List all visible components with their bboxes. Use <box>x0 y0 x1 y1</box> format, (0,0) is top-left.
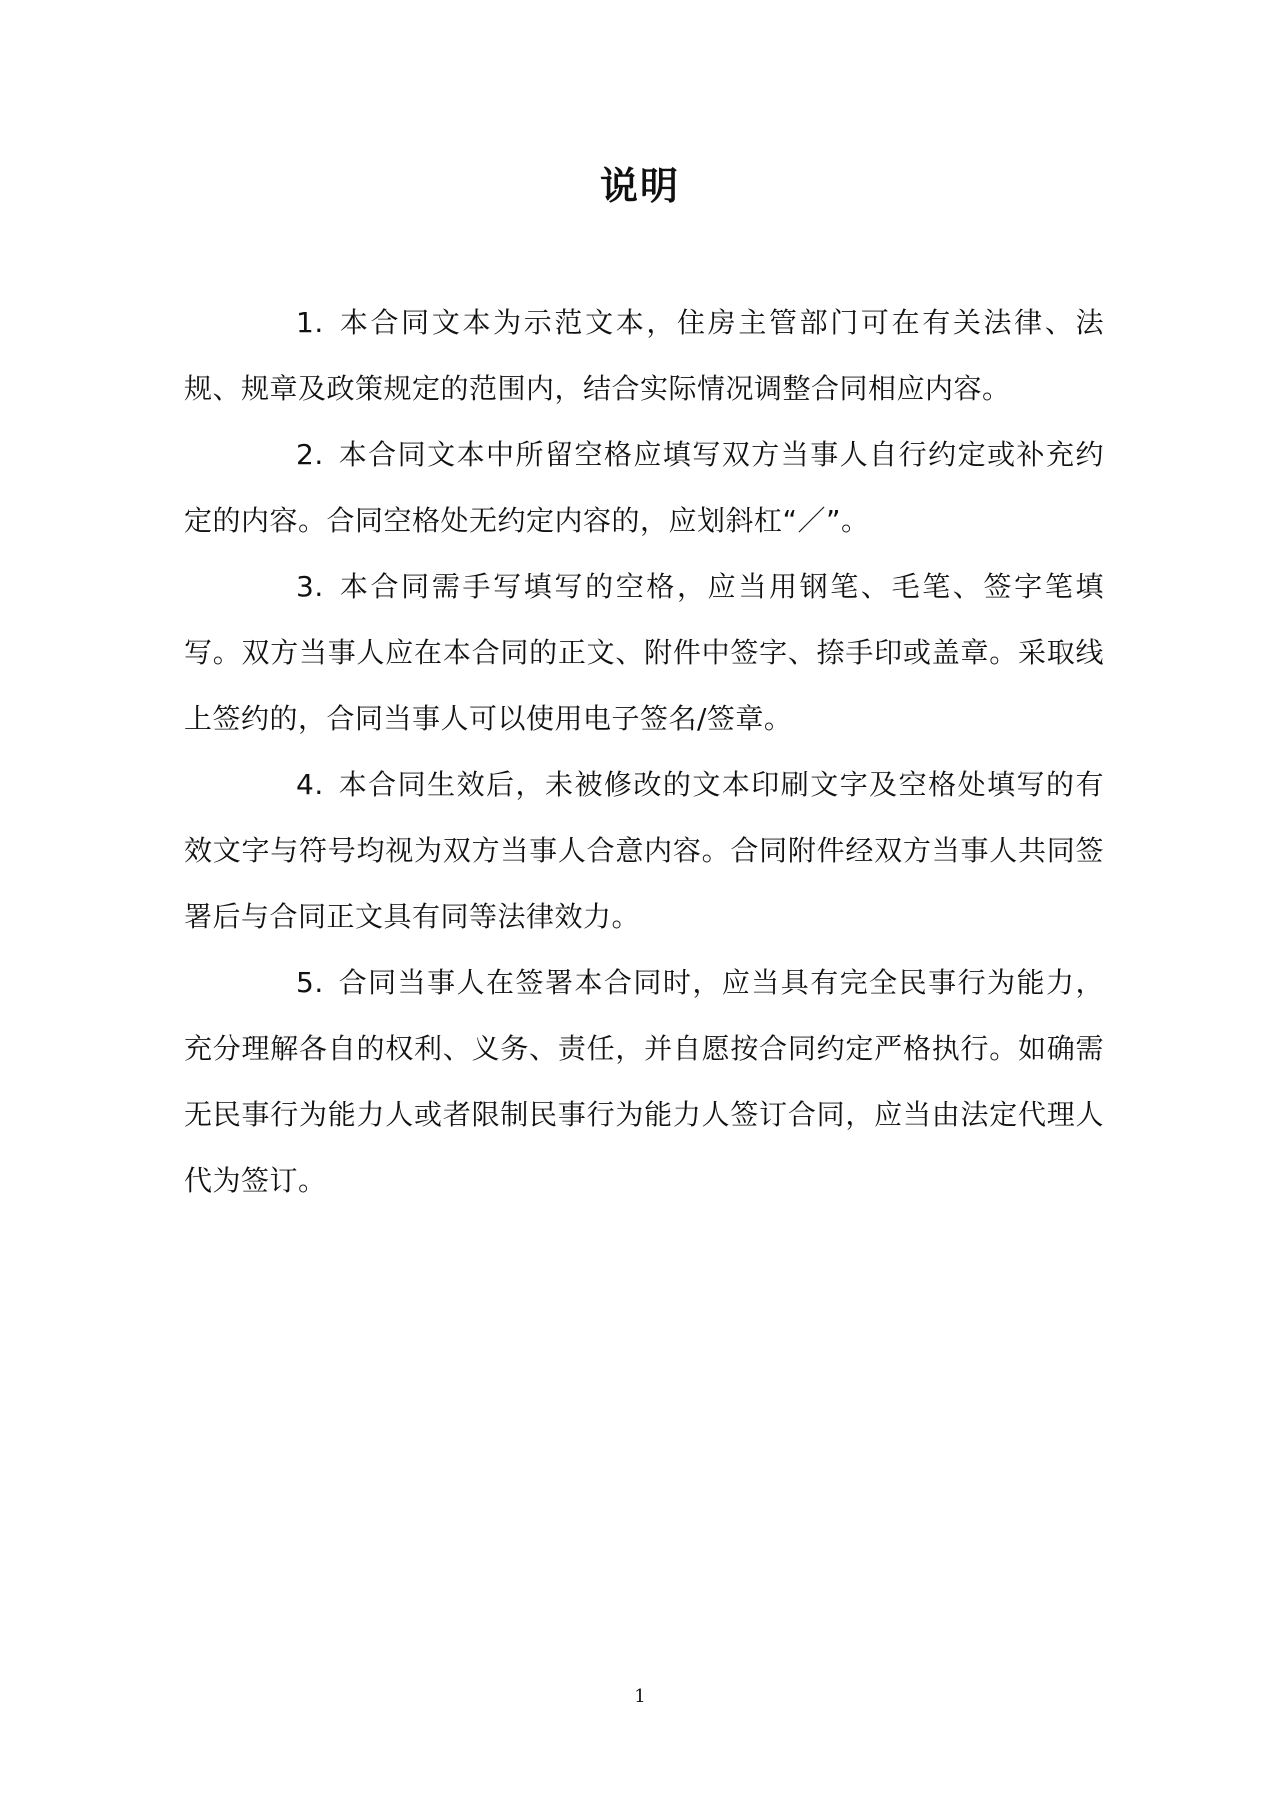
paragraph-text: 本合同需手写填写的空格，应当用钢笔、毛笔、签字笔填写。双方当事人应在本合同的正文、附件中签字、捺手印或盖章。采取线上签约的，合同当事人可以使用电子签名/签章。 <box>184 570 1104 735</box>
page-title: 说明 <box>599 163 680 208</box>
page-number: 1 <box>634 1686 646 1707</box>
instruction-paragraph-1 <box>184 290 1104 422</box>
paragraph-text: 本合同文本中所留空格应填写双方当事人自行约定或补充约定的内容。合同空格处无约定内容的，应划斜杠“／”。 <box>184 438 1104 537</box>
paragraph-text: 合同当事人在签署本合同时，应当具有完全民事行为能力，充分理解各自的权利、义务、责任，并自愿按合同约定严格执行。如确需无民事行为能力人或者限制民事行为能力人签订合同，应当由法定代理人代为签订。 <box>184 966 1104 1197</box>
paragraph-number: 5. <box>296 966 324 999</box>
paragraph-number: 3. <box>296 570 324 603</box>
instruction-paragraph-4 <box>184 752 1104 950</box>
paragraph-text: 本合同生效后，未被修改的文本印刷文字及空格处填写的有效文字与符号均视为双方当事人合意内容。合同附件经双方当事人共同签署后与合同正文具有同等法律效力。 <box>184 768 1104 933</box>
paragraph-number: 4. <box>296 768 324 801</box>
instruction-paragraph-5 <box>184 950 1104 1214</box>
instruction-paragraph-3 <box>184 554 1104 752</box>
instruction-paragraph-2 <box>184 422 1104 554</box>
paragraph-number: 2. <box>296 438 324 471</box>
instructions-body <box>184 290 1104 1214</box>
paragraph-text: 本合同文本为示范文本，住房主管部门可在有关法律、法规、规章及政策规定的范围内，结合实际情况调整合同相应内容。 <box>184 306 1104 405</box>
paragraph-number: 1. <box>296 306 324 339</box>
